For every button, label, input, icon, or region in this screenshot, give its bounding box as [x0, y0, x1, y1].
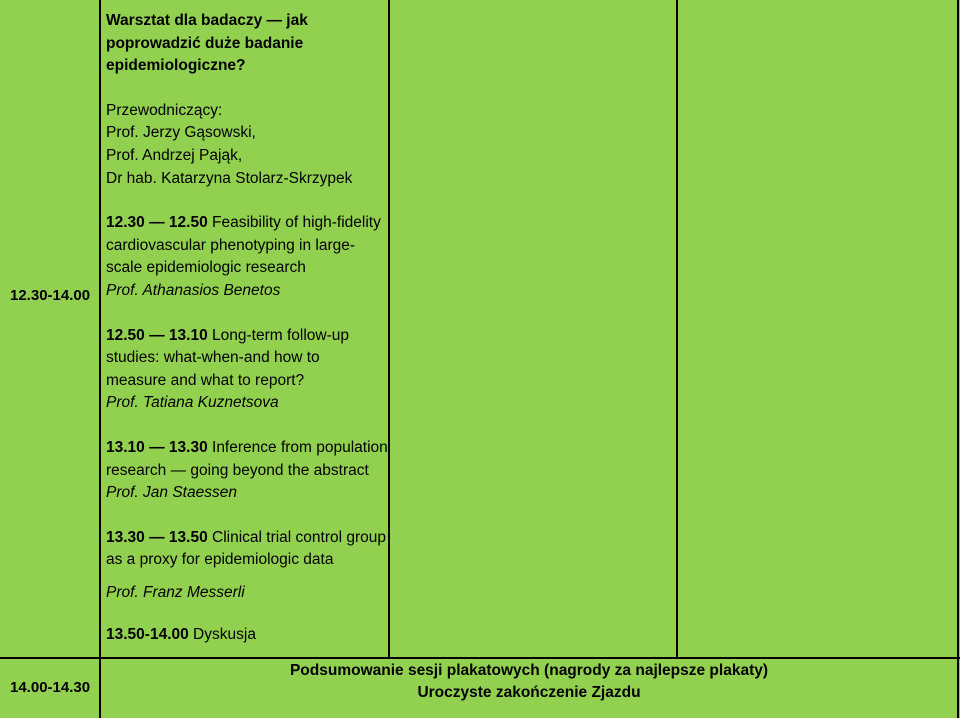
talk-speaker: Prof. Tatiana Kuznetsova: [106, 394, 279, 412]
talk-speaker: Prof. Franz Messerli: [106, 583, 245, 601]
discussion-time: 13.50-14.00: [106, 626, 189, 644]
session-title-line: Warsztat dla badaczy — jak: [106, 12, 308, 29]
talk-time: 12.50 — 13.10: [106, 326, 208, 344]
talk: [106, 527, 390, 572]
row-time: 12.30-14.00: [10, 287, 91, 304]
talk-title-line: as a proxy for epidemiologic data: [106, 551, 334, 569]
talk-title-line: measure and what to report?: [106, 371, 305, 389]
talk-time: 13.30 — 13.50: [106, 528, 208, 546]
column-divider: [676, 0, 678, 658]
session-title: [106, 10, 390, 78]
chair-label: Przewodniczący:: [106, 101, 223, 119]
talk: [106, 437, 390, 505]
talk: [106, 325, 390, 415]
row-divider: [0, 657, 960, 659]
chair-name: Dr hab. Katarzyna Stolarz-Skrzypek: [106, 169, 353, 187]
chair-name: Prof. Andrzej Pająk,: [106, 146, 243, 164]
row-time: 14.00-14.30: [10, 679, 91, 696]
chairs-block: [106, 100, 390, 190]
talk-title-line: Inference from population: [207, 438, 388, 456]
talk-title-line: research — going beyond the abstract: [106, 461, 369, 479]
talk-title-line: scale epidemiologic research: [106, 259, 306, 277]
talk-title-line: Feasibility of high-fidelity: [207, 214, 381, 232]
session-title-line: epidemiologiczne?: [106, 57, 246, 75]
column-divider: [99, 0, 101, 718]
talk-title-line: Clinical trial control group: [207, 528, 387, 546]
closing-cell: [100, 660, 958, 704]
talk-time: 12.30 — 12.50: [106, 214, 208, 232]
closing-line: Uroczyste zakończenie Zjazdu: [417, 684, 641, 701]
closing-line: Podsumowanie sesji plakatowych (nagrody za najlepsze plakaty): [289, 662, 769, 679]
column-divider: [957, 0, 959, 718]
talk-time: 13.10 — 13.30: [106, 438, 208, 456]
talk-title-line: Long-term follow-up: [207, 326, 349, 344]
talk-title-line: cardiovascular phenotyping in large-: [106, 236, 356, 254]
talk: [106, 212, 390, 302]
talk-speaker-row: [106, 582, 390, 605]
session-cell: [106, 10, 390, 647]
chair-name: Prof. Jerzy Gąsowski,: [106, 124, 256, 142]
talk-speaker: Prof. Jan Staessen: [106, 484, 237, 502]
session-title-line: poprowadzić duże badanie: [106, 34, 304, 52]
talk-speaker: Prof. Athanasios Benetos: [106, 281, 281, 299]
discussion: [106, 624, 390, 647]
talk-title-line: studies: what-when-and how to: [106, 349, 320, 367]
discussion-label: Dyskusja: [188, 626, 256, 644]
